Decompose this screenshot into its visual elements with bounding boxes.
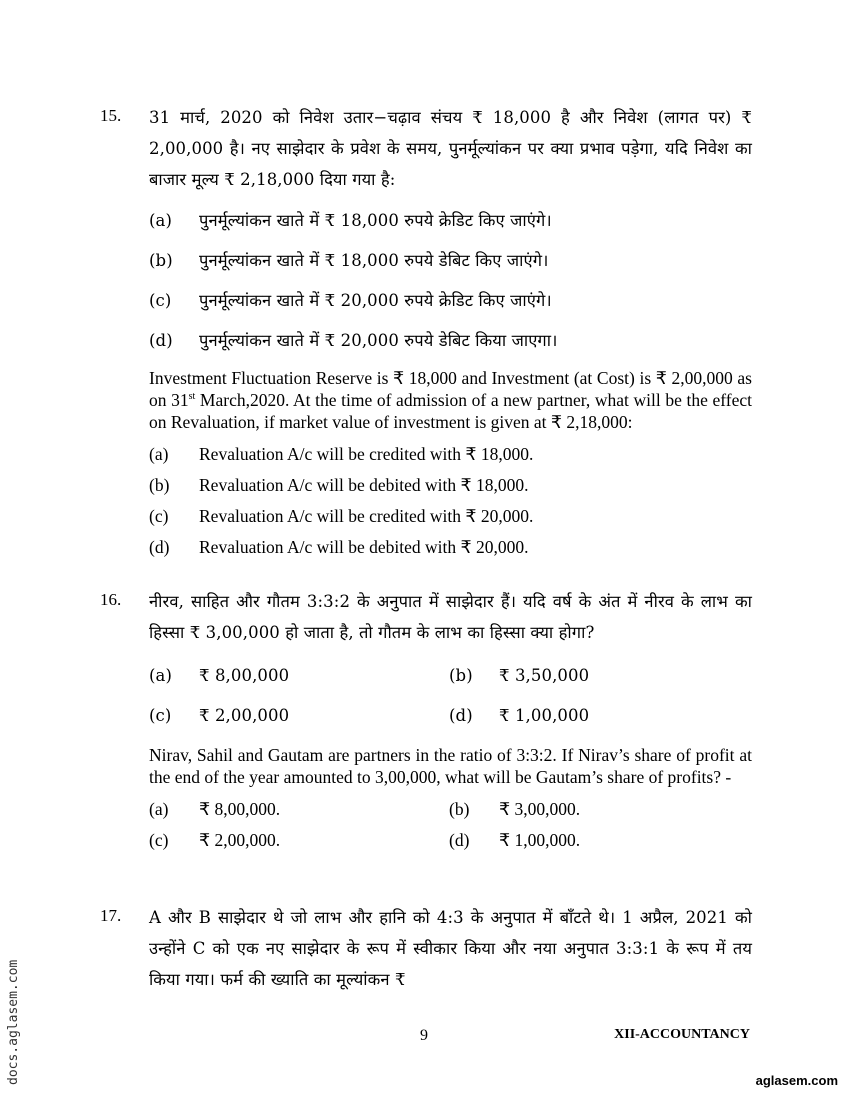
question-15 [100,102,752,563]
page-number: 9 [420,1027,428,1044]
option-d-hindi: (d) ₹ 1,00,000 [449,706,590,725]
option-c-hindi: (c) पुनर्मूल्यांकन खाते में ₹ 20,000 रुपये क्रेडिट किए जाएंगे। [149,291,552,310]
question-number: 17. [100,906,122,925]
option-b-hindi: (b) पुनर्मूल्यांकन खाते में ₹ 18,000 रुपये डेबिट किए जाएंगे। [149,251,549,270]
option-c-hindi: (c) ₹ 2,00,000 [149,706,290,725]
option-a-english: (a) ₹ 8,00,000. [149,799,281,819]
option-d-english: (d) Revaluation A/c will be debited with ₹ 20,000. [149,537,529,557]
question-17 [100,902,752,995]
question-text-hindi: 31 मार्च, 2020 को निवेश उतार−चढ़ाव संचय ₹ 18,000 है और निवेश (लागत पर) ₹ 2,00,000 है। नए साझेदार के प्रवेश के समय, पुनर्मूल्यांकन पर क्या प्रभाव पड़ेगा, यदि निवेश का बाजार मूल्य ₹ 2,18,000 दिया गया है: [149,108,752,189]
options-english [149,794,752,856]
option-b-english: (b) ₹ 3,00,000. [449,799,581,819]
question-text-english: Nirav, Sahil and Gautam are partners in the ratio of 3:3:2. If Nirav’s share of profit at the end of the year amounted to 3,00,000, what will be Gautam’s share of profits? - [149,745,752,787]
options-hindi [149,656,752,736]
subject-title: XII-ACCOUNTANCY [614,1027,750,1042]
option-d-hindi: (d) पुनर्मूल्यांकन खाते में ₹ 20,000 रुपये डेबिट किया जाएगा। [149,331,558,350]
question-text-hindi: A और B साझेदार थे जो लाभ और हानि को 4:3 के अनुपात में बाँटते थे। 1 अप्रैल, 2021 को उन्होंने C को एक नए साझेदार के रूप में स्वीकार किया और नया अनुपात 3:3:1 के रूप में तय किया गया। फर्म की ख्याति का मूल्यांकन ₹ [149,908,752,989]
option-d-english: (d) ₹ 1,00,000. [449,830,581,850]
option-b-hindi: (b) ₹ 3,50,000 [449,666,590,685]
question-text-hindi: नीरव, साहित और गौतम 3:3:2 के अनुपात में साझेदार हैं। यदि वर्ष के अंत में नीरव के लाभ का हिस्सा ₹ 3,00,000 हो जाता है, तो गौतम के लाभ का हिस्सा क्या होगा? [149,592,752,642]
option-c-english: (c) ₹ 2,00,000. [149,830,281,850]
question-text-english: Investment Fluctuation Reserve is ₹ 18,000 and Investment (at Cost) is ₹ 2,00,000 as on 31st March,2020. At the time of admission of a new partner, what will be the effect on Revaluation, if market value of investment is given at ₹ 2,18,000: [149,368,752,432]
option-a-hindi: (a) पुनर्मूल्यांकन खाते में ₹ 18,000 रुपये क्रेडिट किए जाएंगे। [149,211,552,230]
question-number: 15. [100,106,122,125]
question-16 [100,586,752,856]
watermark: docs.aglasem.com [6,959,21,1085]
option-a-hindi: (a) ₹ 8,00,000 [149,666,290,685]
option-c-english: (c) Revaluation A/c will be credited with ₹ 20,000. [149,506,534,526]
question-number: 16. [100,590,122,609]
brand-link[interactable]: aglasem.com [755,1073,838,1088]
option-a-english: (a) Revaluation A/c will be credited with ₹ 18,000. [149,444,534,464]
option-b-english: (b) Revaluation A/c will be debited with ₹ 18,000. [149,475,529,495]
